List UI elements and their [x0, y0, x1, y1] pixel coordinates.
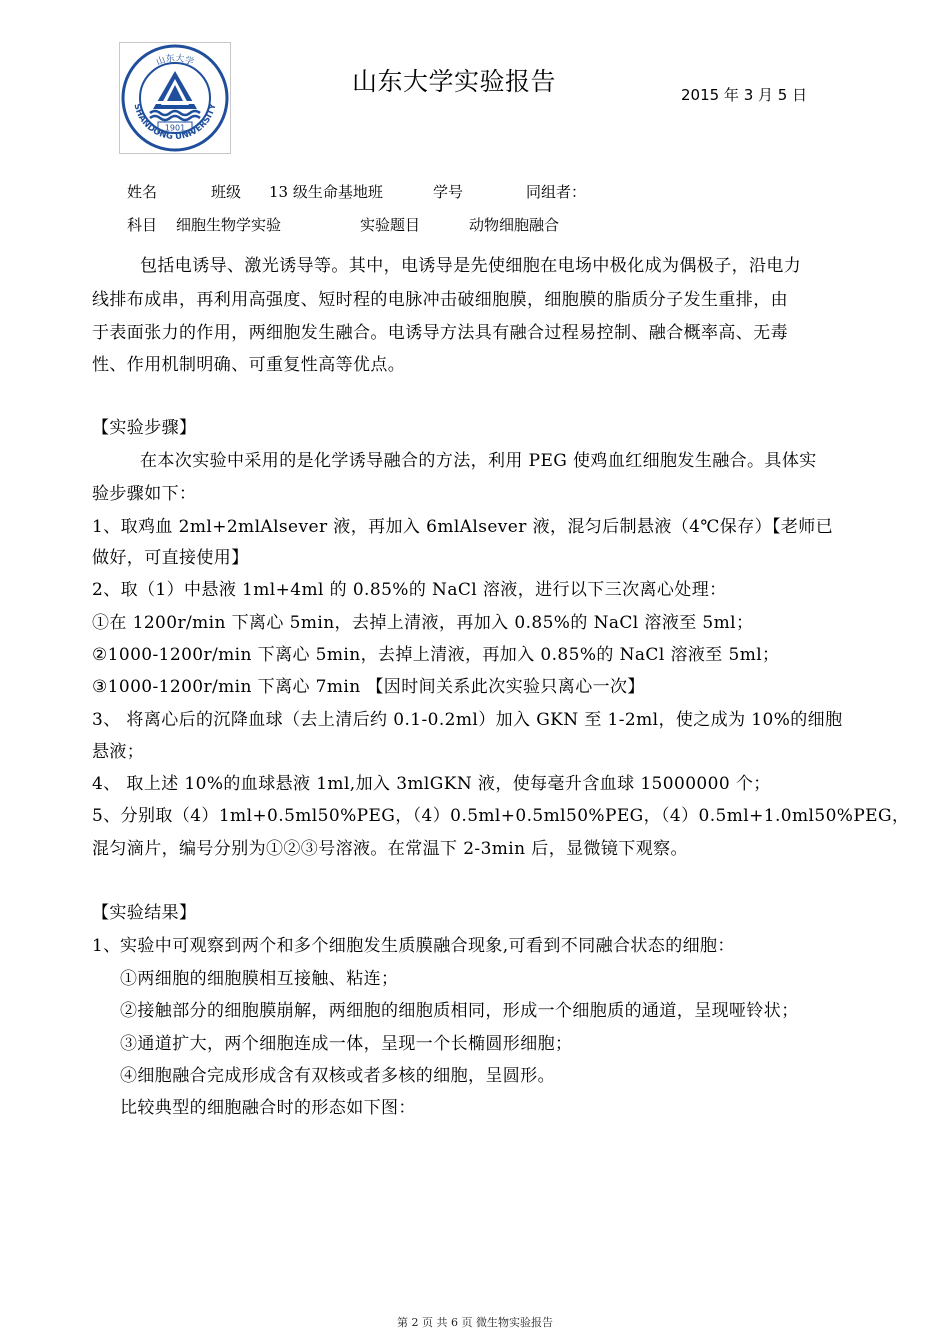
- results-sub-item: ①两细胞的细胞膜相互接触、粘连；: [120, 969, 399, 989]
- name-label: 姓名: [127, 183, 158, 201]
- steps-line: 在本次实验中采用的是化学诱导融合的方法，利用 PEG 使鸡血红细胞发生融合。具体实: [140, 451, 817, 471]
- steps-heading: 【实验步骤】: [92, 418, 197, 438]
- intro-line: 包括电诱导、激光诱导等。其中，电诱导是先使细胞在电场中极化成为偶极子，沿电力: [140, 256, 802, 276]
- intro-line: 性、作用机制明确、可重复性高等优点。: [92, 355, 406, 375]
- report-date: 2015 年 3 月 5 日: [681, 86, 808, 104]
- results-sub-item: ④细胞融合完成形成含有双核或者多核的细胞，呈圆形。: [120, 1066, 555, 1086]
- topic-label: 实验题目: [360, 216, 421, 234]
- results-heading: 【实验结果】: [92, 903, 197, 923]
- results-item-number: 1、: [92, 936, 121, 956]
- page-title: 山东大学实验报告: [352, 67, 557, 96]
- steps-line: 4、 取上述 10%的血球悬液 1ml,加入 3mlGKN 液，使每毫升含血球 15000000 个；: [92, 774, 771, 794]
- class-label: 班级: [211, 183, 242, 201]
- student-id-label: 学号: [433, 183, 464, 201]
- steps-line: ②1000-1200r/min 下离心 5min，去掉上清液，再加入 0.85%的 NaCl 溶液至 5ml；: [92, 645, 780, 665]
- steps-line: 3、 将离心后的沉降血球（去上清后约 0.1-0.2ml）加入 GKN 至 1-2ml，使之成为 10%的细胞: [92, 710, 843, 730]
- steps-line: 2、取（1）中悬液 1ml+4ml 的 0.85%的 NaCl 溶液，进行以下三次离心处理：: [92, 580, 727, 600]
- intro-line: 线排布成串，再利用高强度、短时程的电脉冲击破细胞膜，细胞膜的脂质分子发生重排，由: [92, 290, 788, 310]
- steps-line: 悬液；: [92, 742, 145, 762]
- logo-year: 1901: [164, 123, 186, 133]
- topic-value: 动物细胞融合: [469, 216, 560, 234]
- steps-line: 混匀滴片，编号分别为①②③号溶液。在常温下 2-3min 后，显微镜下观察。: [92, 839, 688, 859]
- results-sub-item: 比较典型的细胞融合时的形态如下图：: [120, 1098, 416, 1118]
- intro-line: 于表面张力的作用，两细胞发生融合。电诱导方法具有融合过程易控制、融合概率高、无毒: [92, 323, 788, 343]
- subject-label: 科目: [127, 216, 158, 234]
- steps-line: 1、取鸡血 2ml+2mlAlsever 液，再加入 6mlAlsever 液，混匀后制悬液（4℃保存）【老师已: [92, 517, 834, 537]
- university-logo: [119, 42, 231, 154]
- results-sub-item: ③通道扩大，两个细胞连成一体，呈现一个长椭圆形细胞；: [120, 1034, 573, 1054]
- university-seal-icon: [120, 43, 230, 153]
- svg-text:山东大学: 山东大学: [155, 53, 195, 68]
- steps-line: 做好，可直接使用】: [92, 548, 249, 568]
- results-item-text: 实验中可观察到两个和多个细胞发生质膜融合现象,可看到不同融合状态的细胞：: [120, 936, 735, 956]
- steps-line: 5、分别取（4）1ml+0.5ml50%PEG，（4）0.5ml+0.5ml50%PEG，（4）0.5ml+1.0ml50%PEG，: [92, 806, 910, 826]
- results-sub-item: ②接触部分的细胞膜崩解，两细胞的细胞质相同，形成一个细胞质的通道，呈现哑铃状；: [120, 1001, 799, 1021]
- steps-line: 验步骤如下：: [92, 484, 197, 504]
- steps-line: ③1000-1200r/min 下离心 7min 【因时间关系此次实验只离心一次】: [92, 677, 645, 697]
- subject-value: 细胞生物学实验: [176, 216, 282, 234]
- class-value: 13 级生命基地班: [269, 183, 383, 201]
- page-footer: 第 2 页 共 6 页 微生物实验报告: [397, 1316, 553, 1329]
- steps-line: ①在 1200r/min 下离心 5min，去掉上清液，再加入 0.85%的 NaCl 溶液至 5ml；: [92, 613, 754, 633]
- partner-label: 同组者：: [526, 183, 587, 201]
- svg-text:SHANDONG UNIVERSITY: SHANDONG UNIVERSITY: [131, 102, 219, 143]
